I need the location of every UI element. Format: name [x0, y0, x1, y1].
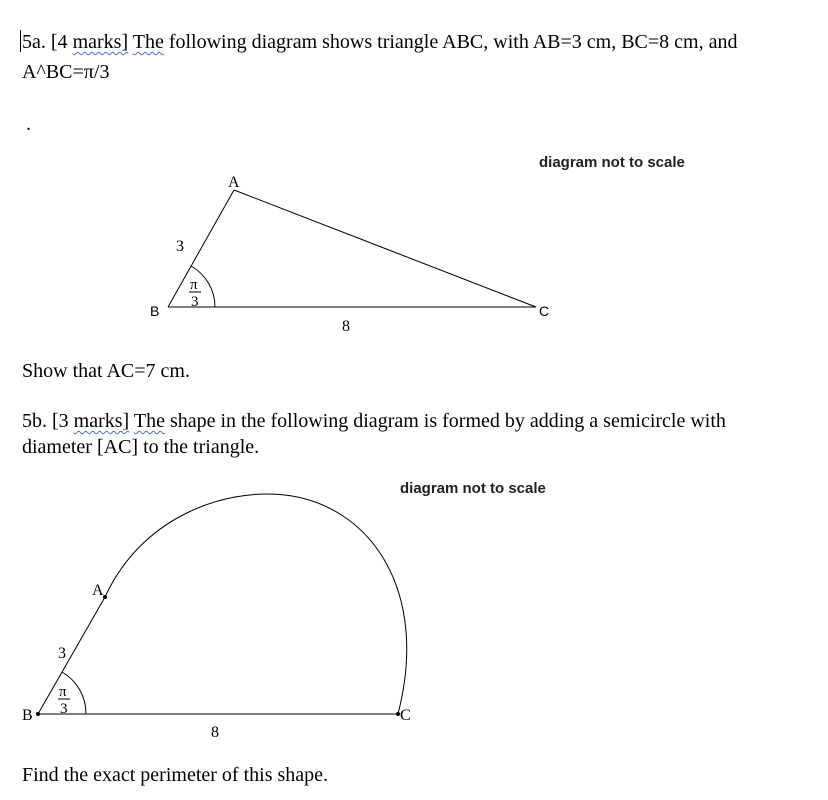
q5a-marks-word: marks] [72, 31, 129, 53]
q5b-line2: diameter [AC] to the triangle. [22, 436, 260, 458]
d1-angle-den: 3 [191, 294, 199, 310]
d2-point-b [36, 712, 40, 716]
d1-label-c: C [539, 303, 550, 319]
d2-label-b: B [22, 707, 33, 724]
q5b-diagram-note: diagram not to scale [400, 480, 546, 497]
q5a-diagram-note: diagram not to scale [539, 154, 685, 171]
q5b-text: shape in the following diagram is formed by adding a semicircle with [169, 410, 726, 432]
d2-label-c: C [400, 707, 411, 724]
q5a-the-word: The [132, 31, 164, 53]
d2-angle-den: 3 [60, 701, 68, 717]
q5a-dot: . [26, 113, 31, 135]
d1-side-bc-label: 8 [342, 318, 350, 335]
d2-side-ab-label: 3 [58, 645, 66, 662]
d2-angle-num: π [59, 684, 67, 700]
d1-angle-num: π [190, 277, 198, 293]
q5b-task: Find the exact perimeter of this shape. [22, 764, 329, 786]
d1-label-b: B [150, 303, 160, 319]
d2-side-bc-label: 8 [211, 724, 219, 741]
q5a-marks: [4 [50, 31, 68, 53]
d2-semicircle-arc [105, 494, 407, 714]
d2-point-a [103, 595, 107, 599]
q5a-number: 5a. [22, 31, 46, 53]
q5b-number-marks: 5b. [3 [22, 410, 69, 432]
q5a-task: Show that AC=7 cm. [22, 360, 190, 382]
q5b-the-word: The [133, 410, 165, 432]
d2-side-ab [38, 597, 105, 714]
q5b-marks-word: marks] [73, 410, 130, 432]
q5a-text: following diagram shows triangle ABC, with AB=3 cm, BC=8 cm, and [168, 31, 738, 53]
d1-side-ab-label: 3 [176, 238, 184, 255]
d1-label-a: A [228, 174, 240, 191]
d2-label-a: A [92, 582, 104, 599]
q5a-line2: A^BC=π/3 [22, 61, 110, 83]
